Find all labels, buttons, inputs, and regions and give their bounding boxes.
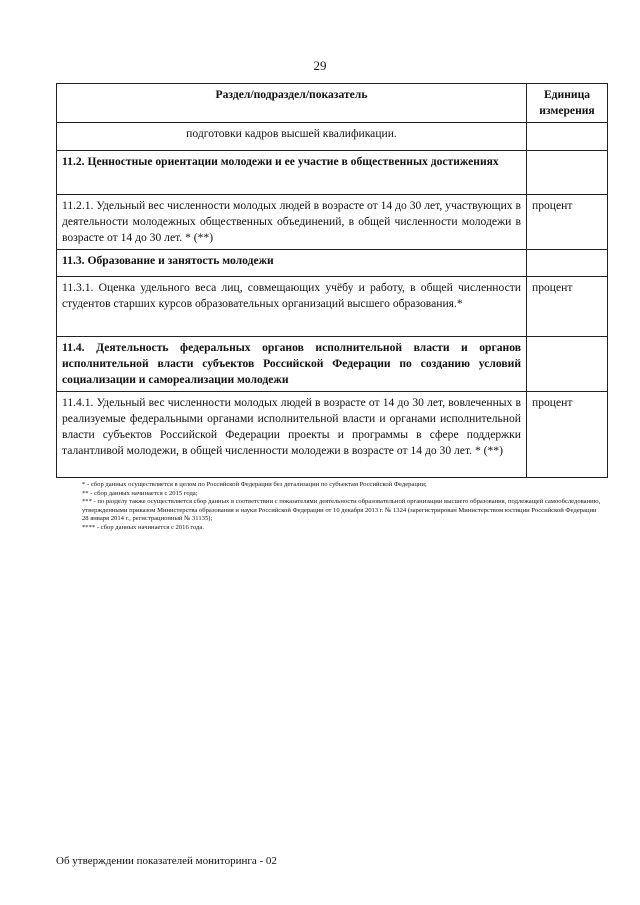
row-unit: процент — [527, 277, 608, 337]
footnote: * - сбор данных осуществляется в целом по Российской Федерации без детализации по субъектам Российской Федерации; — [82, 481, 427, 488]
document-footer: Об утверждении показателей мониторинга - 02 — [56, 855, 277, 867]
section-row — [57, 151, 608, 195]
table-header-row — [57, 84, 608, 123]
section-title: 11.2. Ценностные ориентации молодежи и ее участие в общественных достижениях — [57, 151, 527, 195]
table-row — [57, 123, 608, 151]
footnote: **** - сбор данных начинается с 2016 года. — [82, 523, 204, 531]
row-text: подготовки кадров высшей квалификации. — [57, 123, 527, 151]
row-unit — [527, 123, 608, 151]
section-title: 11.4. Деятельность федеральных органов исполнительной власти и органов исполнительной власти субъектов Российской Федерации по созданию условий социализации и самореализации молодежи — [57, 337, 527, 392]
footnotes — [82, 481, 602, 533]
row-unit — [527, 151, 608, 195]
table-row — [57, 277, 608, 337]
row-unit: процент — [527, 195, 608, 250]
table-row — [57, 195, 608, 250]
footnote: *** - по разделу также осуществляется сбор данных в соответствии с показателями деятельности образовательной организации высшего образования, подлежащей самообследованию, утвержденными приказом Министерства образования и науки Российской Федерации от 10 декабря 2013 г. № 1324 (зарегистрирован Министерством юстиции Российской Федерации 28 января 2014 г., регистрационный № 31135); — [82, 498, 601, 523]
row-text: 11.2.1. Удельный вес численности молодых людей в возрасте от 14 до 30 лет, участвующих в деятельности молодежных общественных объединений, в общей численности молодежи в возрасте от 14 до 30 лет. * (**) — [57, 195, 527, 250]
section-title: 11.3. Образование и занятость молодежи — [57, 250, 527, 277]
header-indicator: Раздел/подраздел/показатель — [57, 84, 527, 123]
row-text: 11.4.1. Удельный вес численности молодых людей в возрасте от 14 до 30 лет, вовлеченных в реализуемые федеральными органами исполнительной власти и органами исполнительной власти субъектов Российской Федерации проекты и программы в сфере поддержки талантливой молодежи, в общей численности молодежи в возрасте от 14 до 30 лет. * (**) — [57, 392, 527, 478]
section-row — [57, 250, 608, 277]
row-unit: процент — [527, 392, 608, 478]
section-row — [57, 337, 608, 392]
indicators-table — [56, 83, 608, 478]
header-unit: Единица измерения — [527, 84, 608, 123]
row-text: 11.3.1. Оценка удельного веса лиц, совмещающих учёбу и работу, в общей численности студентов старших курсов образовательных организаций высшего образования.* — [57, 277, 527, 337]
table-row — [57, 392, 608, 478]
row-unit — [527, 337, 608, 392]
page-number: 29 — [313, 58, 327, 73]
row-unit — [527, 250, 608, 277]
footnote: ** - сбор данных начинается с 2015 года; — [82, 489, 198, 497]
